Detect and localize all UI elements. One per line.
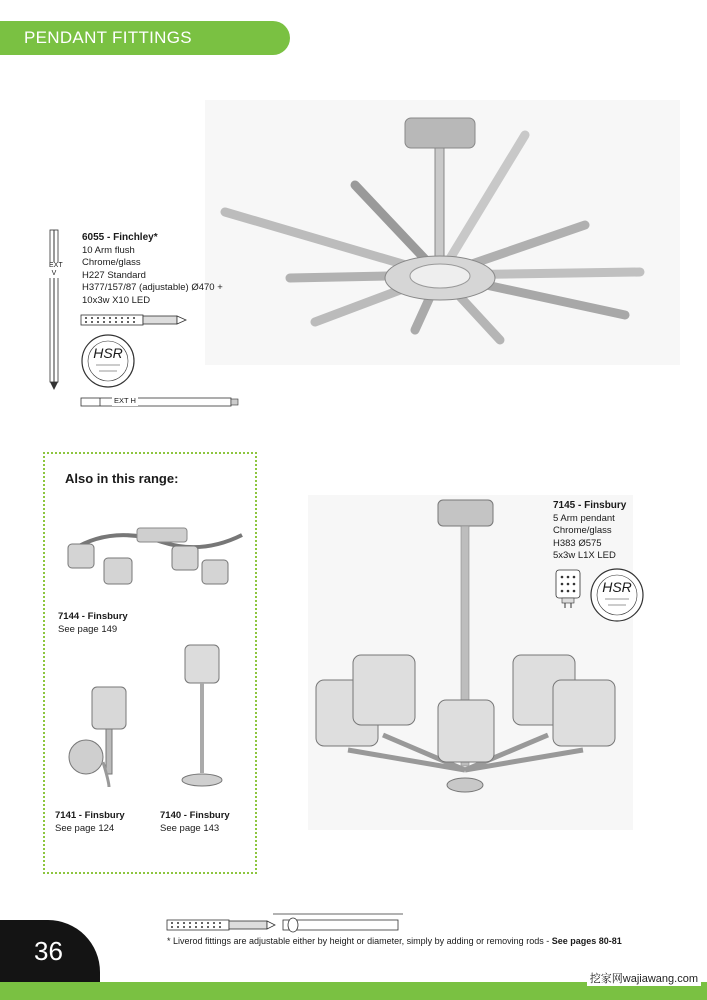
range-title: Also in this range: <box>65 471 179 486</box>
liverod-diagram <box>163 912 408 938</box>
ext-v-label: EXT V <box>49 262 63 277</box>
range-item-name: 7141 - Finsbury <box>55 810 125 821</box>
finsbury-7144-photo <box>62 520 252 588</box>
range-item-name: 7144 - Finsbury <box>58 611 128 622</box>
finchley-photo <box>205 100 680 365</box>
range-item <box>55 810 125 835</box>
range-item-name: 7140 - Finsbury <box>160 810 230 821</box>
finsbury-name: 7145 - Finsbury <box>553 500 627 511</box>
ext-h-diagram <box>80 395 240 407</box>
led-bulb-icon <box>553 568 583 610</box>
ext-h-label: EXT H <box>114 396 136 405</box>
finsbury-line: 5 Arm pendant <box>553 512 615 524</box>
footnote <box>167 936 622 946</box>
led-rod-icon <box>80 312 190 328</box>
range-item-page: See page 149 <box>58 623 118 635</box>
range-item <box>160 810 230 835</box>
finchley-name: 6055 - Finchley* <box>82 232 158 243</box>
hsr-badge-label: HSR <box>93 345 123 361</box>
hsr-badge-icon <box>589 567 645 623</box>
finsbury-7141-photo <box>64 682 144 792</box>
footnote-page-ref[interactable]: See pages 80-81 <box>551 936 622 946</box>
hsr-badge-icon <box>80 333 136 389</box>
finchley-line: H377/157/87 (adjustable) Ø470 + <box>82 282 223 293</box>
footnote-text: * Liverod fittings are adjustable either by height or diameter, simply by adding or removing rods - <box>167 936 552 946</box>
finchley-height-diagram <box>44 228 64 393</box>
finsbury-line: Chrome/glass <box>553 525 612 536</box>
page-number: 36 <box>0 920 100 982</box>
finchley-line: 10x3w X10 LED <box>82 294 151 306</box>
range-item <box>58 611 128 636</box>
finchley-line: H227 Standard <box>82 269 146 281</box>
range-item-page: See page 143 <box>160 822 220 834</box>
finsbury-line: 5x3w L1X LED <box>553 550 616 561</box>
finchley-spec <box>82 232 223 307</box>
hsr-badge-label: HSR <box>602 579 632 595</box>
finsbury-line: H383 Ø575 <box>553 537 602 549</box>
finsbury-7140-photo <box>178 640 228 795</box>
section-title: PENDANT FITTINGS <box>0 21 290 55</box>
finchley-line: Chrome/glass <box>82 257 141 268</box>
finchley-line: 10 Arm flush <box>82 244 135 256</box>
range-item-page: See page 124 <box>55 822 115 834</box>
watermark: 挖家网wajiawang.com <box>587 970 701 986</box>
finsbury-spec <box>553 500 626 563</box>
